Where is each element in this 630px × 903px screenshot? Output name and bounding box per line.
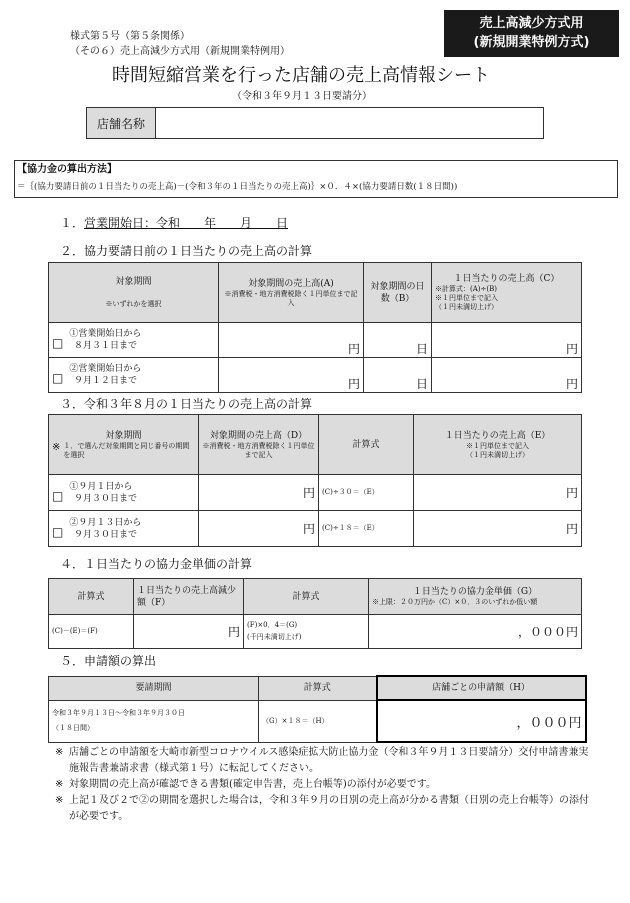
request-period-header: 要請期間 <box>49 676 259 700</box>
request-period-line1: 令和３年９月１３日～令和３年９月３０日 <box>52 709 185 717</box>
formula-g <box>244 615 369 649</box>
note-3-mark: ※ <box>55 795 64 806</box>
daily-e-header-label: １日当たりの売上高（E） <box>444 430 551 441</box>
sales-d-header <box>199 415 319 475</box>
badge-line2: (新規開業特例方式) <box>473 35 590 50</box>
store-name-field[interactable] <box>156 108 544 139</box>
notes <box>55 745 595 825</box>
method-formula: ＝｛(協力要請日前の１日当たりの売上高)－(令和３年の１日当たりの売上高)｝×０．４×(協力要請日数(１８日間)) <box>17 182 458 192</box>
period-option-1[interactable] <box>49 323 219 358</box>
formula-e-header: 計算式 <box>319 415 414 475</box>
checkbox-aug-period-2[interactable]: □ <box>52 524 64 539</box>
section5-heading: ５．申請額の算出 <box>60 654 157 668</box>
daily-e-header <box>414 415 582 475</box>
formula-e-2: (C)÷１８＝（E） <box>319 511 414 547</box>
daily-c-header-note: ※計算式：(A)÷(B) ※１円単位まで記入 （１円未満切上げ） <box>435 285 498 311</box>
aug-period-1-line1: ①９月１日から <box>69 481 133 492</box>
note-3-text: 上記１及び２で②の期間を選択した場合は，令和３年９月の日別の売上高が分かる書類（日別の売上台帳等）の添付が必要です。 <box>69 795 589 822</box>
unit-price-g-header <box>369 579 582 615</box>
sales-a-header-label: 対象期間の売上高(A) <box>248 278 334 289</box>
amount-h-header: 店舗ごとの申請額（H） <box>377 676 586 700</box>
aug-period-2-line1: ②９月１３日から <box>69 517 142 528</box>
section4-heading: ４．１日当たりの協力金単価の計算 <box>60 557 253 571</box>
section1-number: １． <box>60 216 85 230</box>
amount-h-field[interactable]: ，０００円 <box>377 700 586 742</box>
daily-e-field-1[interactable]: 円 <box>414 475 582 511</box>
aug-period-1-line2: ９月３０日まで <box>74 493 138 504</box>
note-item <box>55 793 595 825</box>
store-name-label: 店舗名称 <box>87 108 156 139</box>
daily-c-header-label: １日当たりの売上高（C） <box>453 274 560 284</box>
method-heading: 【協力金の算出方法】 <box>17 164 117 175</box>
page-title: 時間短縮営業を行った店舗の売上高情報シート <box>112 65 490 86</box>
daily-e-field-2[interactable]: 円 <box>414 511 582 547</box>
daily-c-header <box>432 263 582 323</box>
august-sales-table <box>48 414 582 547</box>
table-row <box>49 615 582 649</box>
form-subtype: （その６）売上高減少方式用（新規開業特例用） <box>70 46 290 57</box>
formula-g-header: 計算式 <box>244 579 369 615</box>
opening-date-field[interactable]: 営業開始日：令和 年 月 日 <box>84 216 289 230</box>
sales-d-field-2[interactable]: 円 <box>199 511 319 547</box>
formula-f: (C)－(E)＝(F) <box>49 615 134 649</box>
note-1-mark: ※ <box>55 747 64 758</box>
formula-e-1: (C)÷３０＝（E） <box>319 475 414 511</box>
aug-period-option-2[interactable] <box>49 511 199 547</box>
form-number: 様式第５号（第５条関係） <box>70 31 190 42</box>
aug-period-2-line2: ９月３０日まで <box>74 529 138 540</box>
note-item <box>55 745 595 777</box>
period-d-header-mark: ※ <box>52 441 61 453</box>
period-2-line1: ②営業開始日から <box>69 364 142 374</box>
table-row <box>49 475 582 511</box>
daily-c-field-2[interactable]: 円 <box>432 358 582 393</box>
form-type-badge <box>444 10 619 57</box>
table-row <box>49 511 582 547</box>
formula-h: （G）×１８＝（H） <box>259 700 377 742</box>
table-row <box>49 358 582 393</box>
pre-period-sales-table <box>48 262 582 393</box>
period-option-2[interactable] <box>49 358 219 393</box>
formula-f-header: 計算式 <box>49 579 134 615</box>
unit-price-g-header-label: １日当たりの協力金単価（G） <box>412 587 538 597</box>
period-header <box>49 263 219 323</box>
section3-heading: ３．令和３年８月の１日当たりの売上高の計算 <box>60 397 313 411</box>
badge-line1: 売上高減少方式用 <box>479 16 584 31</box>
daily-e-header-note: ※１円単位まで記入 （１円未満切上げ） <box>466 441 529 459</box>
formula-h-header: 計算式 <box>259 676 377 700</box>
days-b-header: 対象期間の日数（B） <box>364 263 432 323</box>
checkbox-aug-period-1[interactable]: □ <box>52 488 64 503</box>
period-2-line2: ９月１２日まで <box>74 376 138 386</box>
sales-d-header-note: ※消費税・地方消費税除く１円単位まで記入 <box>202 441 315 459</box>
formula-g-line1: (F)×0．4＝(G) <box>247 621 298 629</box>
period-1-line2: ８月３１日まで <box>74 341 138 351</box>
sales-a-field-1[interactable]: 円 <box>219 323 364 358</box>
sales-a-header-note: ※消費税・地方消費税除く１円単位まで記入 <box>224 289 358 307</box>
period-header-label: 対象期間 <box>115 277 152 287</box>
request-period-line2: （１８日間） <box>52 724 94 732</box>
note-item <box>55 777 595 793</box>
unit-price-g-field[interactable]: ，０００円 <box>369 615 582 649</box>
section1-heading <box>60 215 288 231</box>
aug-period-option-1[interactable] <box>49 475 199 511</box>
days-b-field-1[interactable]: 日 <box>364 323 432 358</box>
store-name-table <box>86 107 544 139</box>
formula-g-line2: (千円未満切上げ) <box>247 633 302 641</box>
note-1-text: 店舗ごとの申請額を大崎市新型コロナウイルス感染症拡大防止協力金（令和３年９月１３日要請分）交付申請書兼実施報告書兼請求書（様式第１号）に転記してください。 <box>69 747 589 774</box>
note-2-mark: ※ <box>55 779 64 790</box>
table-row <box>49 700 586 742</box>
sales-a-field-2[interactable]: 円 <box>219 358 364 393</box>
page-subtitle: （令和３年９月１３日要請分） <box>232 91 372 102</box>
application-amount-table <box>48 675 587 743</box>
calculation-method-box <box>14 160 618 198</box>
days-b-field-2[interactable]: 日 <box>364 358 432 393</box>
period-d-header-label: 対象期間 <box>105 430 142 441</box>
checkbox-period-2[interactable]: □ <box>52 371 64 385</box>
request-period <box>49 700 259 742</box>
checkbox-period-1[interactable]: □ <box>52 336 64 350</box>
sales-d-header-label: 対象期間の売上高（D） <box>209 430 308 441</box>
note-2-text: 対象期間の売上高が確認できる書類(確定申告書，売上台帳等)の添付が必要です。 <box>69 779 437 790</box>
daily-c-field-1[interactable]: 円 <box>432 323 582 358</box>
decrease-f-field[interactable]: 円 <box>134 615 244 649</box>
period-d-header-note: １．で選んだ対象期間と同じ番号の期間を選択 <box>63 441 190 459</box>
section2-heading: ２．協力要請日前の１日当たりの売上高の計算 <box>60 244 313 258</box>
table-row <box>49 323 582 358</box>
period-d-header <box>49 415 199 475</box>
period-header-note: ※いずれかを選択 <box>105 300 162 308</box>
unit-price-table <box>48 578 582 649</box>
sales-a-header <box>219 263 364 323</box>
unit-price-g-header-note: ※上限：２０万円か（C）×０．３のいずれか低い額 <box>372 598 538 606</box>
decrease-f-header: １日当たりの売上高減少額（F） <box>134 579 244 615</box>
sales-d-field-1[interactable]: 円 <box>199 475 319 511</box>
period-1-line1: ①営業開始日から <box>69 329 142 339</box>
